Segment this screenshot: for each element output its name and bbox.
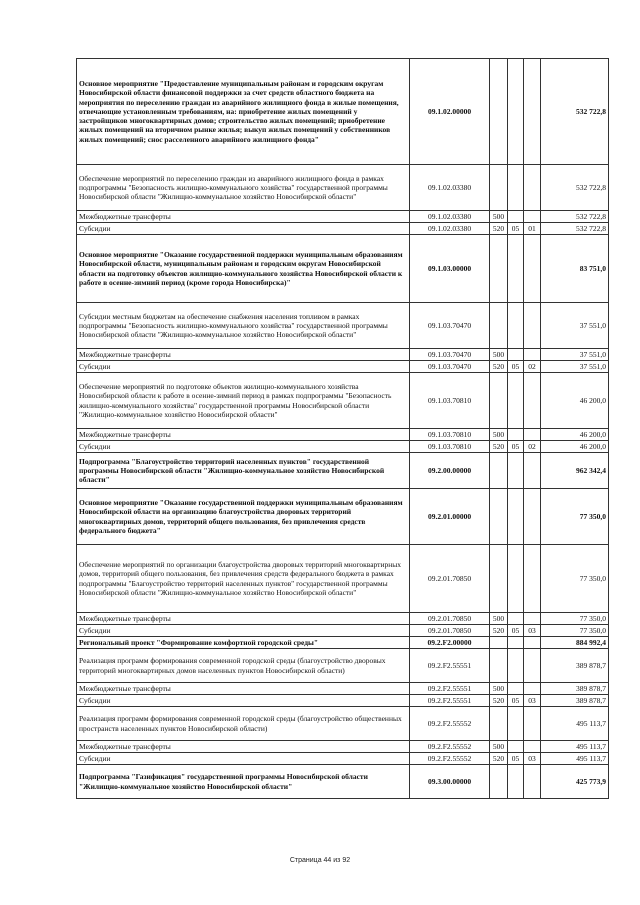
row-name-cell: Субсидии (77, 223, 410, 235)
row-rz-cell (508, 453, 524, 489)
row-vr-cell (490, 303, 508, 349)
row-rz-cell: 05 (508, 441, 524, 453)
table-row (77, 545, 609, 613)
row-rz-cell: 05 (508, 361, 524, 373)
row-rz-cell (508, 765, 524, 799)
row-pr-cell (524, 707, 541, 741)
row-name-cell: Субсидии (77, 695, 410, 707)
row-vr-cell: 500 (490, 683, 508, 695)
row-sum-cell: 37 551,0 (541, 361, 609, 373)
row-code-cell: 09.2.01.70850 (410, 625, 490, 637)
row-rz-cell (508, 489, 524, 545)
row-sum-cell: 83 751,0 (541, 235, 609, 303)
row-code-cell: 09.2.F2.55551 (410, 683, 490, 695)
row-sum-cell: 46 200,0 (541, 429, 609, 441)
row-pr-cell: 01 (524, 223, 541, 235)
table-row (77, 613, 609, 625)
table-row (77, 489, 609, 545)
row-name-cell: Межбюджетные трансферты (77, 211, 410, 223)
row-pr-cell (524, 683, 541, 695)
row-code-cell: 09.2.F2.00000 (410, 637, 490, 649)
row-code-cell: 09.1.02.03380 (410, 165, 490, 211)
row-vr-cell: 520 (490, 223, 508, 235)
row-vr-cell: 520 (490, 695, 508, 707)
table-row (77, 741, 609, 753)
row-name-cell: Межбюджетные трансферты (77, 741, 410, 753)
table-row (77, 637, 609, 649)
table-row (77, 303, 609, 349)
row-name-cell: Региональный проект "Формирование комфортной городской среды" (77, 637, 410, 649)
row-pr-cell: 03 (524, 695, 541, 707)
row-sum-cell: 495 113,7 (541, 741, 609, 753)
row-vr-cell (490, 373, 508, 429)
row-sum-cell: 532 722,8 (541, 165, 609, 211)
row-name-cell: Основное мероприятие "Оказание государственной поддержки муниципальным образованиям Новосибирской области, муниципальным районам и городским округам Новосибирской области на подготовку объектов жилищно-коммунального хозяйства Новосибирской области к работе в осенне-зимний период (кроме города Новосибирска)" (77, 235, 410, 303)
row-code-cell: 09.2.F2.55552 (410, 707, 490, 741)
budget-table-body (77, 59, 609, 799)
row-rz-cell (508, 429, 524, 441)
row-sum-cell: 46 200,0 (541, 441, 609, 453)
row-rz-cell (508, 613, 524, 625)
table-row (77, 59, 609, 165)
row-name-cell: Субсидии местным бюджетам на обеспечение снабжения населения топливом в рамках подпрограммы "Безопасность жилищно-коммунального хозяйства" государственной программы Новосибирской области "Жилищно-коммунальное хозяйство Новосибирской области" (77, 303, 410, 349)
budget-table-sheet (76, 58, 608, 799)
table-row (77, 373, 609, 429)
row-pr-cell (524, 453, 541, 489)
row-code-cell: 09.2.F2.55551 (410, 649, 490, 683)
row-rz-cell (508, 235, 524, 303)
row-code-cell: 09.1.03.70810 (410, 429, 490, 441)
row-name-cell: Субсидии (77, 441, 410, 453)
table-row (77, 753, 609, 765)
row-rz-cell (508, 649, 524, 683)
row-pr-cell (524, 765, 541, 799)
row-code-cell: 09.1.02.03380 (410, 223, 490, 235)
row-name-cell: Подпрограмма "Газификация" государственной программы Новосибирской области "Жилищно-коммунальное хозяйство Новосибирской области" (77, 765, 410, 799)
row-name-cell: Обеспечение мероприятий по переселению граждан из аварийного жилищного фонда в рамках подпрограммы "Безопасность жилищно-коммунального хозяйства" государственной программы Новосибирской области "Жилищно-коммунальное хозяйство Новосибирской области" (77, 165, 410, 211)
row-code-cell: 09.2.01.70850 (410, 613, 490, 625)
row-code-cell: 09.1.03.70470 (410, 349, 490, 361)
row-pr-cell (524, 303, 541, 349)
row-name-cell: Межбюджетные трансферты (77, 349, 410, 361)
table-row (77, 695, 609, 707)
row-vr-cell: 500 (490, 429, 508, 441)
row-sum-cell: 77 350,0 (541, 545, 609, 613)
row-name-cell: Основное мероприятие "Предоставление муниципальным районам и городским округам Новосибирской области финансовой поддержки за счет средств областного бюджета на мероприятия по переселению граждан из аварийного жилищного фонда в жилые помещения, отвечающие установленным требованиям, на: приобретение жилых помещений у застройщиков многоквартирных домов; строительство жилых помещений; приобретение жилых помещений на вторичном рынке жилья; выкуп жилых помещений у собственников жилых помещений; снос расселенного аварийного жилищного фонда" (77, 59, 410, 165)
row-sum-cell: 532 722,8 (541, 223, 609, 235)
row-vr-cell: 500 (490, 211, 508, 223)
row-name-cell: Обеспечение мероприятий по организации благоустройства дворовых территорий многоквартирных домов, территорий общего пользования, без привлечения средств федерального бюджета в рамках подпрограммы "Благоустройство территорий населенных пунктов" государственной программы Новосибирской области "Жилищно-коммунальное хозяйство Новосибирской области" (77, 545, 410, 613)
row-code-cell: 09.1.03.70810 (410, 373, 490, 429)
row-name-cell: Межбюджетные трансферты (77, 683, 410, 695)
row-vr-cell (490, 489, 508, 545)
row-pr-cell (524, 613, 541, 625)
row-code-cell: 09.1.03.70470 (410, 303, 490, 349)
table-row (77, 165, 609, 211)
row-rz-cell (508, 59, 524, 165)
row-sum-cell: 532 722,8 (541, 211, 609, 223)
row-rz-cell (508, 545, 524, 613)
table-row (77, 429, 609, 441)
row-sum-cell: 495 113,7 (541, 753, 609, 765)
row-code-cell: 09.1.03.00000 (410, 235, 490, 303)
row-rz-cell (508, 211, 524, 223)
row-pr-cell (524, 211, 541, 223)
row-pr-cell (524, 489, 541, 545)
row-name-cell: Реализация программ формирования современной городской среды (благоустройство дворовых территорий многоквартирных домов населенных пунктов Новосибирской области) (77, 649, 410, 683)
row-name-cell: Обеспечение мероприятий по подготовке объектов жилищно-коммунального хозяйства Новосибирской области к работе в осенне-зимний период в рамках подпрограммы "Безопасность жилищно-коммунального хозяйства" государственной программы Новосибирской области "Жилищно-коммунальное хозяйство Новосибирской области" (77, 373, 410, 429)
row-name-cell: Межбюджетные трансферты (77, 429, 410, 441)
row-pr-cell: 02 (524, 361, 541, 373)
row-pr-cell: 03 (524, 625, 541, 637)
row-sum-cell: 389 878,7 (541, 683, 609, 695)
row-sum-cell: 962 342,4 (541, 453, 609, 489)
row-vr-cell: 520 (490, 625, 508, 637)
row-sum-cell: 77 350,0 (541, 489, 609, 545)
row-name-cell: Реализация программ формирования современной городской среды (благоустройство общественных пространств населенных пунктов Новосибирской области) (77, 707, 410, 741)
row-pr-cell (524, 429, 541, 441)
row-sum-cell: 77 350,0 (541, 625, 609, 637)
row-vr-cell: 520 (490, 753, 508, 765)
row-rz-cell (508, 741, 524, 753)
row-rz-cell: 05 (508, 625, 524, 637)
table-row (77, 235, 609, 303)
row-code-cell: 09.1.03.70470 (410, 361, 490, 373)
table-row (77, 683, 609, 695)
row-vr-cell (490, 765, 508, 799)
row-name-cell: Субсидии (77, 625, 410, 637)
table-row (77, 649, 609, 683)
table-row (77, 211, 609, 223)
row-code-cell: 09.3.00.00000 (410, 765, 490, 799)
row-vr-cell (490, 59, 508, 165)
table-row (77, 765, 609, 799)
row-sum-cell: 884 992,4 (541, 637, 609, 649)
row-rz-cell (508, 637, 524, 649)
row-pr-cell (524, 165, 541, 211)
row-rz-cell: 05 (508, 223, 524, 235)
row-vr-cell (490, 235, 508, 303)
row-rz-cell (508, 373, 524, 429)
row-vr-cell: 500 (490, 349, 508, 361)
row-vr-cell (490, 165, 508, 211)
table-row (77, 349, 609, 361)
row-vr-cell (490, 707, 508, 741)
table-row (77, 441, 609, 453)
row-pr-cell (524, 637, 541, 649)
row-sum-cell: 532 722,8 (541, 59, 609, 165)
row-code-cell: 09.1.03.70810 (410, 441, 490, 453)
row-code-cell: 09.2.F2.55552 (410, 741, 490, 753)
row-rz-cell: 05 (508, 695, 524, 707)
row-code-cell: 09.1.02.03380 (410, 211, 490, 223)
row-vr-cell: 500 (490, 741, 508, 753)
row-pr-cell (524, 373, 541, 429)
row-pr-cell (524, 545, 541, 613)
table-row (77, 223, 609, 235)
row-rz-cell (508, 349, 524, 361)
page-number-footer: Страница 44 из 92 (289, 857, 351, 864)
row-rz-cell (508, 707, 524, 741)
row-code-cell: 09.2.F2.55552 (410, 753, 490, 765)
row-code-cell: 09.2.00.00000 (410, 453, 490, 489)
row-rz-cell (508, 683, 524, 695)
row-pr-cell: 02 (524, 441, 541, 453)
row-code-cell: 09.1.02.00000 (410, 59, 490, 165)
table-row (77, 453, 609, 489)
row-sum-cell: 425 773,9 (541, 765, 609, 799)
row-pr-cell (524, 349, 541, 361)
table-row (77, 625, 609, 637)
row-vr-cell (490, 637, 508, 649)
table-row (77, 361, 609, 373)
row-rz-cell: 05 (508, 753, 524, 765)
row-name-cell: Подпрограмма "Благоустройство территорий населенных пунктов" государственной программы Новосибирской области "Жилищно-коммунальное хозяйство Новосибирской области" (77, 453, 410, 489)
row-name-cell: Межбюджетные трансферты (77, 613, 410, 625)
row-sum-cell: 77 350,0 (541, 613, 609, 625)
row-vr-cell (490, 453, 508, 489)
row-pr-cell (524, 235, 541, 303)
row-vr-cell: 520 (490, 441, 508, 453)
row-name-cell: Основное мероприятие "Оказание государственной поддержки муниципальным образованиям Новосибирской области на организацию благоустройства дворовых территорий многоквартирных домов, территорий общего пользования, без привлечения средств федерального бюджета" (77, 489, 410, 545)
row-code-cell: 09.2.01.00000 (410, 489, 490, 545)
row-sum-cell: 389 878,7 (541, 649, 609, 683)
row-sum-cell: 495 113,7 (541, 707, 609, 741)
row-name-cell: Субсидии (77, 361, 410, 373)
row-sum-cell: 46 200,0 (541, 373, 609, 429)
row-name-cell: Субсидии (77, 753, 410, 765)
row-sum-cell: 37 551,0 (541, 349, 609, 361)
row-rz-cell (508, 165, 524, 211)
row-sum-cell: 37 551,0 (541, 303, 609, 349)
row-vr-cell (490, 649, 508, 683)
row-vr-cell: 500 (490, 613, 508, 625)
row-code-cell: 09.2.F2.55551 (410, 695, 490, 707)
table-row (77, 707, 609, 741)
row-code-cell: 09.2.01.70850 (410, 545, 490, 613)
row-sum-cell: 389 878,7 (541, 695, 609, 707)
row-vr-cell (490, 545, 508, 613)
row-pr-cell (524, 741, 541, 753)
row-pr-cell: 03 (524, 753, 541, 765)
row-pr-cell (524, 59, 541, 165)
budget-table (76, 58, 609, 799)
row-rz-cell (508, 303, 524, 349)
row-pr-cell (524, 649, 541, 683)
row-vr-cell: 520 (490, 361, 508, 373)
